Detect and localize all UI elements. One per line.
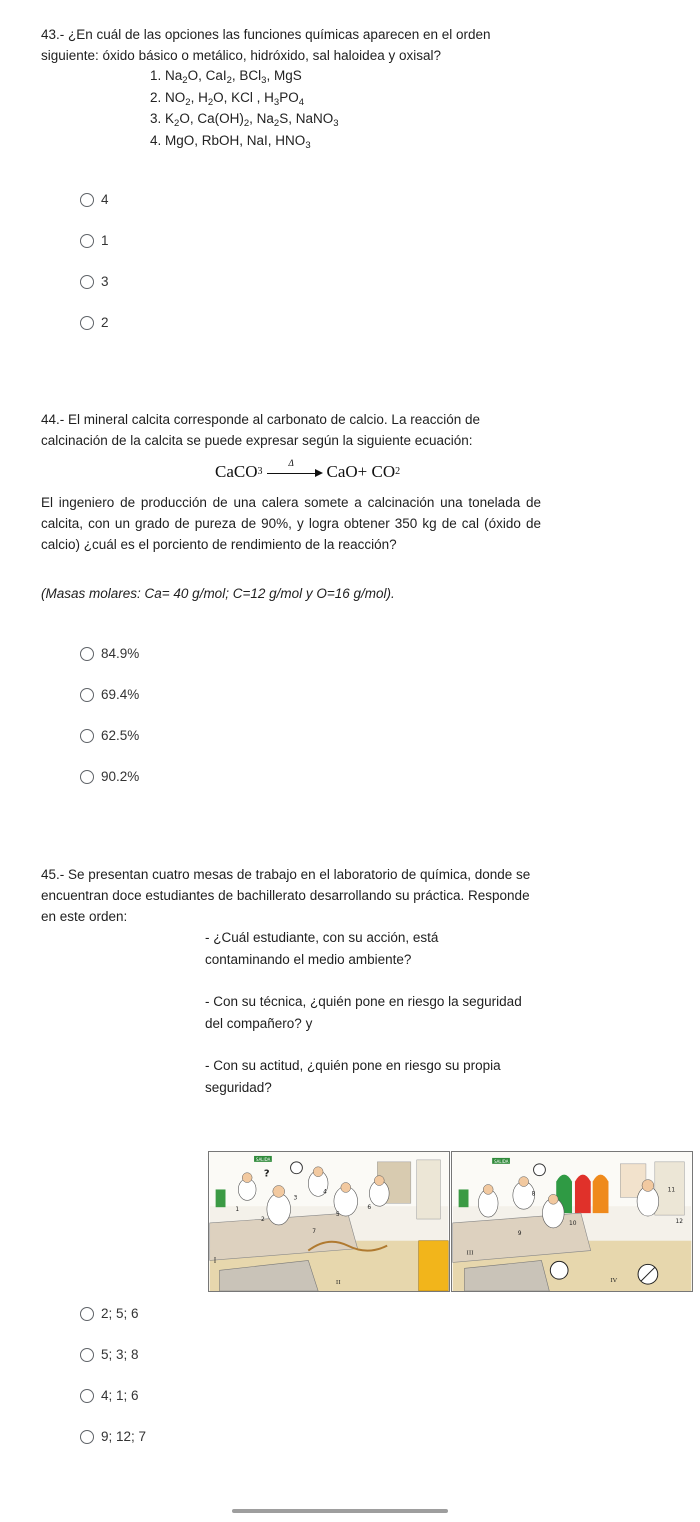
svg-text:12: 12 — [675, 1218, 684, 1225]
radio-icon[interactable] — [80, 1348, 94, 1362]
svg-text:III: III — [466, 1250, 474, 1257]
q43-option-4[interactable]: 2 — [80, 315, 109, 330]
radio-icon[interactable] — [80, 193, 94, 207]
radio-icon[interactable] — [80, 316, 94, 330]
radio-icon[interactable] — [80, 1307, 94, 1321]
q45-sub-3: - Con su actitud, ¿quién pone en riesgo su propia seguridad? — [205, 1058, 501, 1095]
exit-sign-left: SALIDA — [256, 1156, 271, 1162]
q44-option-3[interactable]: 62.5% — [80, 728, 139, 743]
radio-icon[interactable] — [80, 1430, 94, 1444]
radio-icon[interactable] — [80, 1389, 94, 1403]
q45-sub-questions — [205, 927, 525, 1119]
svg-text:1: 1 — [235, 1207, 240, 1214]
svg-text:8: 8 — [531, 1191, 536, 1198]
lab-illustration-left — [208, 1151, 450, 1292]
home-indicator-bar[interactable] — [232, 1509, 448, 1513]
svg-text:11: 11 — [667, 1187, 676, 1194]
q45-sub-1: - ¿Cuál estudiante, con su acción, está contaminando el medio ambiente? — [205, 930, 439, 967]
svg-text:I: I — [213, 1256, 217, 1265]
reaction-arrow-icon: Δ — [267, 462, 323, 482]
radio-icon[interactable] — [80, 275, 94, 289]
q45-sub-2: - Con su técnica, ¿quién pone en riesgo la seguridad del compañero? y — [205, 994, 522, 1031]
svg-text:9: 9 — [517, 1230, 522, 1237]
q43-list-item: 2. $NO_2$, $H_2O$, KCl , $H_3PO_4$ — [150, 89, 305, 108]
question-45-text: 45.- Se presentan cuatro mesas de trabajo en el laboratorio de química, donde se encuentran doce estudiantes de bachillerato desarrollando su práctica. Responde en este orden: — [41, 867, 531, 924]
q45-option-3[interactable]: 4; 1; 6 — [80, 1388, 139, 1403]
radio-icon[interactable] — [80, 729, 94, 743]
lab-illustration-right — [451, 1151, 693, 1292]
q44-option-1[interactable]: 84.9% — [80, 646, 139, 661]
q43-compound-list — [150, 65, 339, 151]
question-44-body: El ingeniero de producción de una calera somete a calcinación una tonelada de calcita, con un grado de pureza de 90%, y logra obtener 350 kg de cal (óxido de calcio) ¿cuál es el porciento de rendimiento de la reacción? — [41, 495, 541, 552]
question-45 — [41, 864, 541, 927]
q44-option-4[interactable]: 90.2% — [80, 769, 139, 784]
svg-text:10: 10 — [569, 1220, 577, 1227]
svg-text:6: 6 — [367, 1205, 372, 1212]
question-43 — [41, 24, 541, 66]
q43-list-item: 4. MgO, RbOH, NaI, $HNO_3$ — [150, 132, 311, 151]
svg-text:7: 7 — [312, 1228, 317, 1235]
chemical-equation: CaCO 3 Δ CaO+ CO 2 — [215, 458, 401, 481]
q43-list-item: 3. $K_2O$, $Ca(OH)_2$, $Na_2S$, NaNO$_3$ — [150, 111, 339, 129]
radio-icon[interactable] — [80, 688, 94, 702]
q45-option-1[interactable]: 2; 5; 6 — [80, 1306, 139, 1321]
svg-text:II: II — [335, 1280, 341, 1287]
svg-text:?: ? — [263, 1168, 270, 1180]
q43-option-3[interactable]: 3 — [80, 274, 109, 289]
radio-icon[interactable] — [80, 647, 94, 661]
question-43-text: 43.- ¿En cuál de las opciones las funciones químicas aparecen en el orden siguiente: óxido básico o metálico, hidróxido, sal haloidea y oxisal? — [41, 27, 491, 63]
svg-text:4: 4 — [323, 1189, 327, 1196]
q45-option-4[interactable]: 9; 12; 7 — [80, 1429, 146, 1444]
molar-masses: (Masas molares: Ca= 40 g/mol; C=12 g/mol y O=16 g/mol). — [41, 586, 395, 601]
question-44-text: 44.- El mineral calcita corresponde al carbonato de calcio. La reacción de calcinación de la calcita se puede expresar según la siguiente ecuación: — [41, 412, 480, 448]
q43-option-2[interactable]: 1 — [80, 233, 109, 248]
q43-list-item: 1. $Na_2O$, CaI$_2$, BCl$_3$, MgS — [150, 68, 302, 86]
exit-sign-right: SALIDA — [494, 1158, 509, 1164]
q44-option-2[interactable]: 69.4% — [80, 687, 139, 702]
radio-icon[interactable] — [80, 234, 94, 248]
svg-text:5: 5 — [335, 1212, 340, 1219]
question-44 — [41, 409, 541, 451]
svg-text:IV: IV — [610, 1278, 618, 1285]
svg-text:2: 2 — [260, 1217, 265, 1224]
radio-icon[interactable] — [80, 770, 94, 784]
q45-option-2[interactable]: 5; 3; 8 — [80, 1347, 139, 1362]
svg-text:3: 3 — [293, 1195, 298, 1202]
q43-option-1[interactable]: 4 — [80, 192, 109, 207]
